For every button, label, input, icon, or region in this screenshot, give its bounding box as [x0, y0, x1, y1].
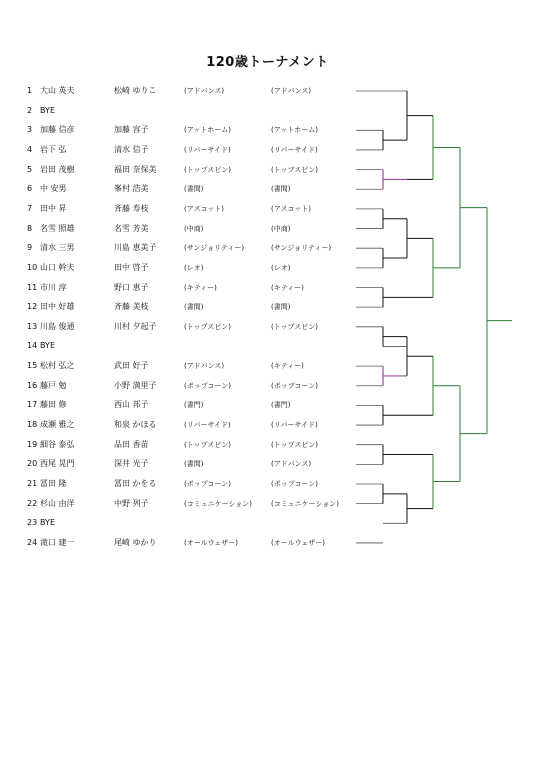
entry-club1: (中商)	[184, 224, 204, 233]
entry-player1: 大山 英夫	[40, 86, 75, 95]
entry-num: 6	[27, 184, 33, 194]
entry-num: 12	[27, 302, 38, 312]
entry-club1: (コミュニケーション)	[184, 499, 253, 508]
entry-club1: (アドバンス)	[184, 87, 225, 95]
entry-club2: (アスコット)	[271, 204, 312, 213]
entry-num: 19	[27, 439, 38, 449]
entry-num: 13	[27, 321, 38, 331]
entry-player1: 名雪 照雄	[40, 223, 75, 233]
entry-num: 10	[27, 262, 38, 272]
entry-player1: 冨田 隆	[40, 479, 67, 488]
entry-num: 5	[27, 164, 33, 174]
entry-player2: 尾崎 ゆかり	[114, 537, 157, 547]
entry-player1: 松村 弘之	[40, 361, 75, 371]
entry-player2: 斉藤 寿枝	[114, 203, 149, 213]
entry-club2: (書門)	[271, 401, 291, 410]
entry-num: 21	[27, 479, 38, 488]
entry-num: 9	[27, 243, 33, 253]
entry-num: 3	[27, 125, 33, 135]
entry-num: 14	[27, 341, 38, 351]
entry-club2: (リバーサイド)	[271, 145, 318, 154]
entry-club1: (トップスピン)	[184, 440, 231, 449]
entry-player2: 福田 奈保美	[114, 164, 157, 174]
entry-player1: 藤田 修	[40, 400, 67, 410]
entry-player2: 川村 夕起子	[114, 321, 157, 331]
entry-club1: (リバーサイド)	[184, 421, 231, 430]
entry-player1: 加藤 信彦	[40, 125, 75, 135]
entry-player1: 細谷 泰弘	[40, 439, 75, 449]
entry-player1: BYE	[40, 341, 55, 351]
entry-player1: 杉山 由洋	[40, 498, 75, 508]
entry-club2: (リバーサイド)	[271, 421, 318, 430]
entry-club1: (キティー)	[184, 283, 217, 292]
entry-player1: 藤戸 勉	[40, 380, 67, 390]
entry-player1: 西尾 晃門	[40, 459, 75, 469]
entry-player1: 岩田 茂樹	[40, 164, 75, 174]
entry-player2: 川島 恵美子	[114, 243, 157, 253]
entry-player2: 西山 邦子	[114, 400, 149, 410]
entry-num: 23	[27, 518, 38, 528]
entry-club2: (アットホーム)	[271, 126, 318, 135]
entry-player2: 品田 香苗	[114, 439, 149, 449]
entry-num: 22	[27, 498, 38, 508]
entry-player2: 武田 好子	[114, 361, 149, 371]
entry-num: 4	[27, 144, 33, 154]
entry-player2: 清水 信子	[114, 144, 149, 154]
entry-player2: 峯村 浩美	[114, 184, 149, 194]
entry-player1: 滝口 建一	[40, 537, 75, 547]
entry-num: 8	[27, 223, 33, 233]
entry-num: 16	[27, 380, 38, 390]
entry-club1: (アドバンス)	[184, 362, 225, 371]
entry-club1: (オールウェザー)	[184, 538, 239, 547]
entry-num: 11	[27, 282, 38, 292]
entry-club2: (トップスピン)	[271, 322, 318, 331]
entry-club1: (アスコット)	[184, 204, 225, 213]
entry-club1: (サンジョリティー)	[184, 244, 245, 253]
entry-player1: 田中 昇	[40, 203, 67, 213]
entry-player1: 田中 好雄	[40, 302, 75, 312]
entry-club1: (レオ)	[184, 263, 204, 272]
entry-player1: 山口 幹夫	[40, 262, 75, 272]
entry-club2: (ポップコーン)	[271, 381, 318, 390]
entry-player2: 深井 光子	[114, 459, 149, 469]
entry-num: 17	[27, 400, 38, 410]
entry-num: 20	[27, 459, 38, 469]
entry-club2: (キティー)	[271, 283, 304, 292]
entry-club1: (書間)	[184, 303, 204, 312]
page-title: 120歳トーナメント	[206, 55, 329, 70]
entry-player2: 冨田 かをる	[114, 479, 157, 488]
entry-club2: (コミュニケーション)	[271, 499, 340, 508]
entry-player2: 小野 満里子	[114, 380, 157, 390]
entry-player1: 中 安男	[40, 184, 67, 194]
entry-club2: (書間)	[271, 303, 291, 312]
entry-player2: 松崎 ゆりこ	[114, 86, 157, 95]
entry-club2: (ポップコーン)	[271, 480, 318, 488]
entry-club2: (アドバンス)	[271, 460, 312, 469]
entry-club1: (トップスピン)	[184, 322, 231, 331]
entry-player1: 川島 俊通	[40, 321, 75, 331]
entry-player2: 和泉 かほる	[114, 420, 157, 430]
entry-club2: (トップスピン)	[271, 165, 318, 174]
entry-player1: 市川 淳	[40, 282, 67, 292]
entry-player2: 野口 恵子	[114, 282, 149, 292]
entry-player2: 田中 啓子	[114, 262, 149, 272]
entry-club1: (ポップコーン)	[184, 480, 231, 488]
entry-club2: (オールウェザー)	[271, 538, 326, 547]
entry-player1: 岩下 弘	[40, 144, 67, 154]
entry-player1: BYE	[40, 105, 55, 115]
entry-num: 2	[27, 105, 33, 115]
entry-club1: (書間)	[184, 185, 204, 194]
entry-num: 1	[27, 86, 33, 95]
entry-club2: (トップスピン)	[271, 440, 318, 449]
entry-club1: (トップスピン)	[184, 165, 231, 174]
entry-player2: 加藤 容子	[114, 125, 149, 135]
entry-num: 18	[27, 420, 38, 430]
entry-club1: (ポップコーン)	[184, 381, 231, 390]
entry-club1: (リバーサイド)	[184, 145, 231, 154]
entry-club2: (アドバンス)	[271, 87, 312, 95]
entry-num: 15	[27, 361, 38, 371]
entry-club2: (レオ)	[271, 263, 291, 272]
entry-player1: BYE	[40, 518, 55, 528]
entry-club1: (書間)	[184, 460, 204, 469]
entry-player1: 清水 三男	[40, 243, 75, 253]
entry-player2: 中野 列子	[114, 498, 149, 508]
entry-player1: 成瀬 雅之	[40, 420, 75, 430]
entry-club2: (キティー)	[271, 362, 304, 371]
entry-player2: 斉藤 美枝	[114, 302, 149, 312]
entry-club2: (中商)	[271, 224, 291, 233]
entry-club2: (サンジョリティー)	[271, 244, 332, 253]
entry-num: 24	[27, 537, 38, 547]
entry-club1: (書門)	[184, 401, 204, 410]
entry-club2: (書間)	[271, 185, 291, 194]
entry-club1: (アットホーム)	[184, 126, 231, 135]
entry-player2: 名雪 芳美	[114, 223, 149, 233]
entry-num: 7	[27, 203, 33, 213]
